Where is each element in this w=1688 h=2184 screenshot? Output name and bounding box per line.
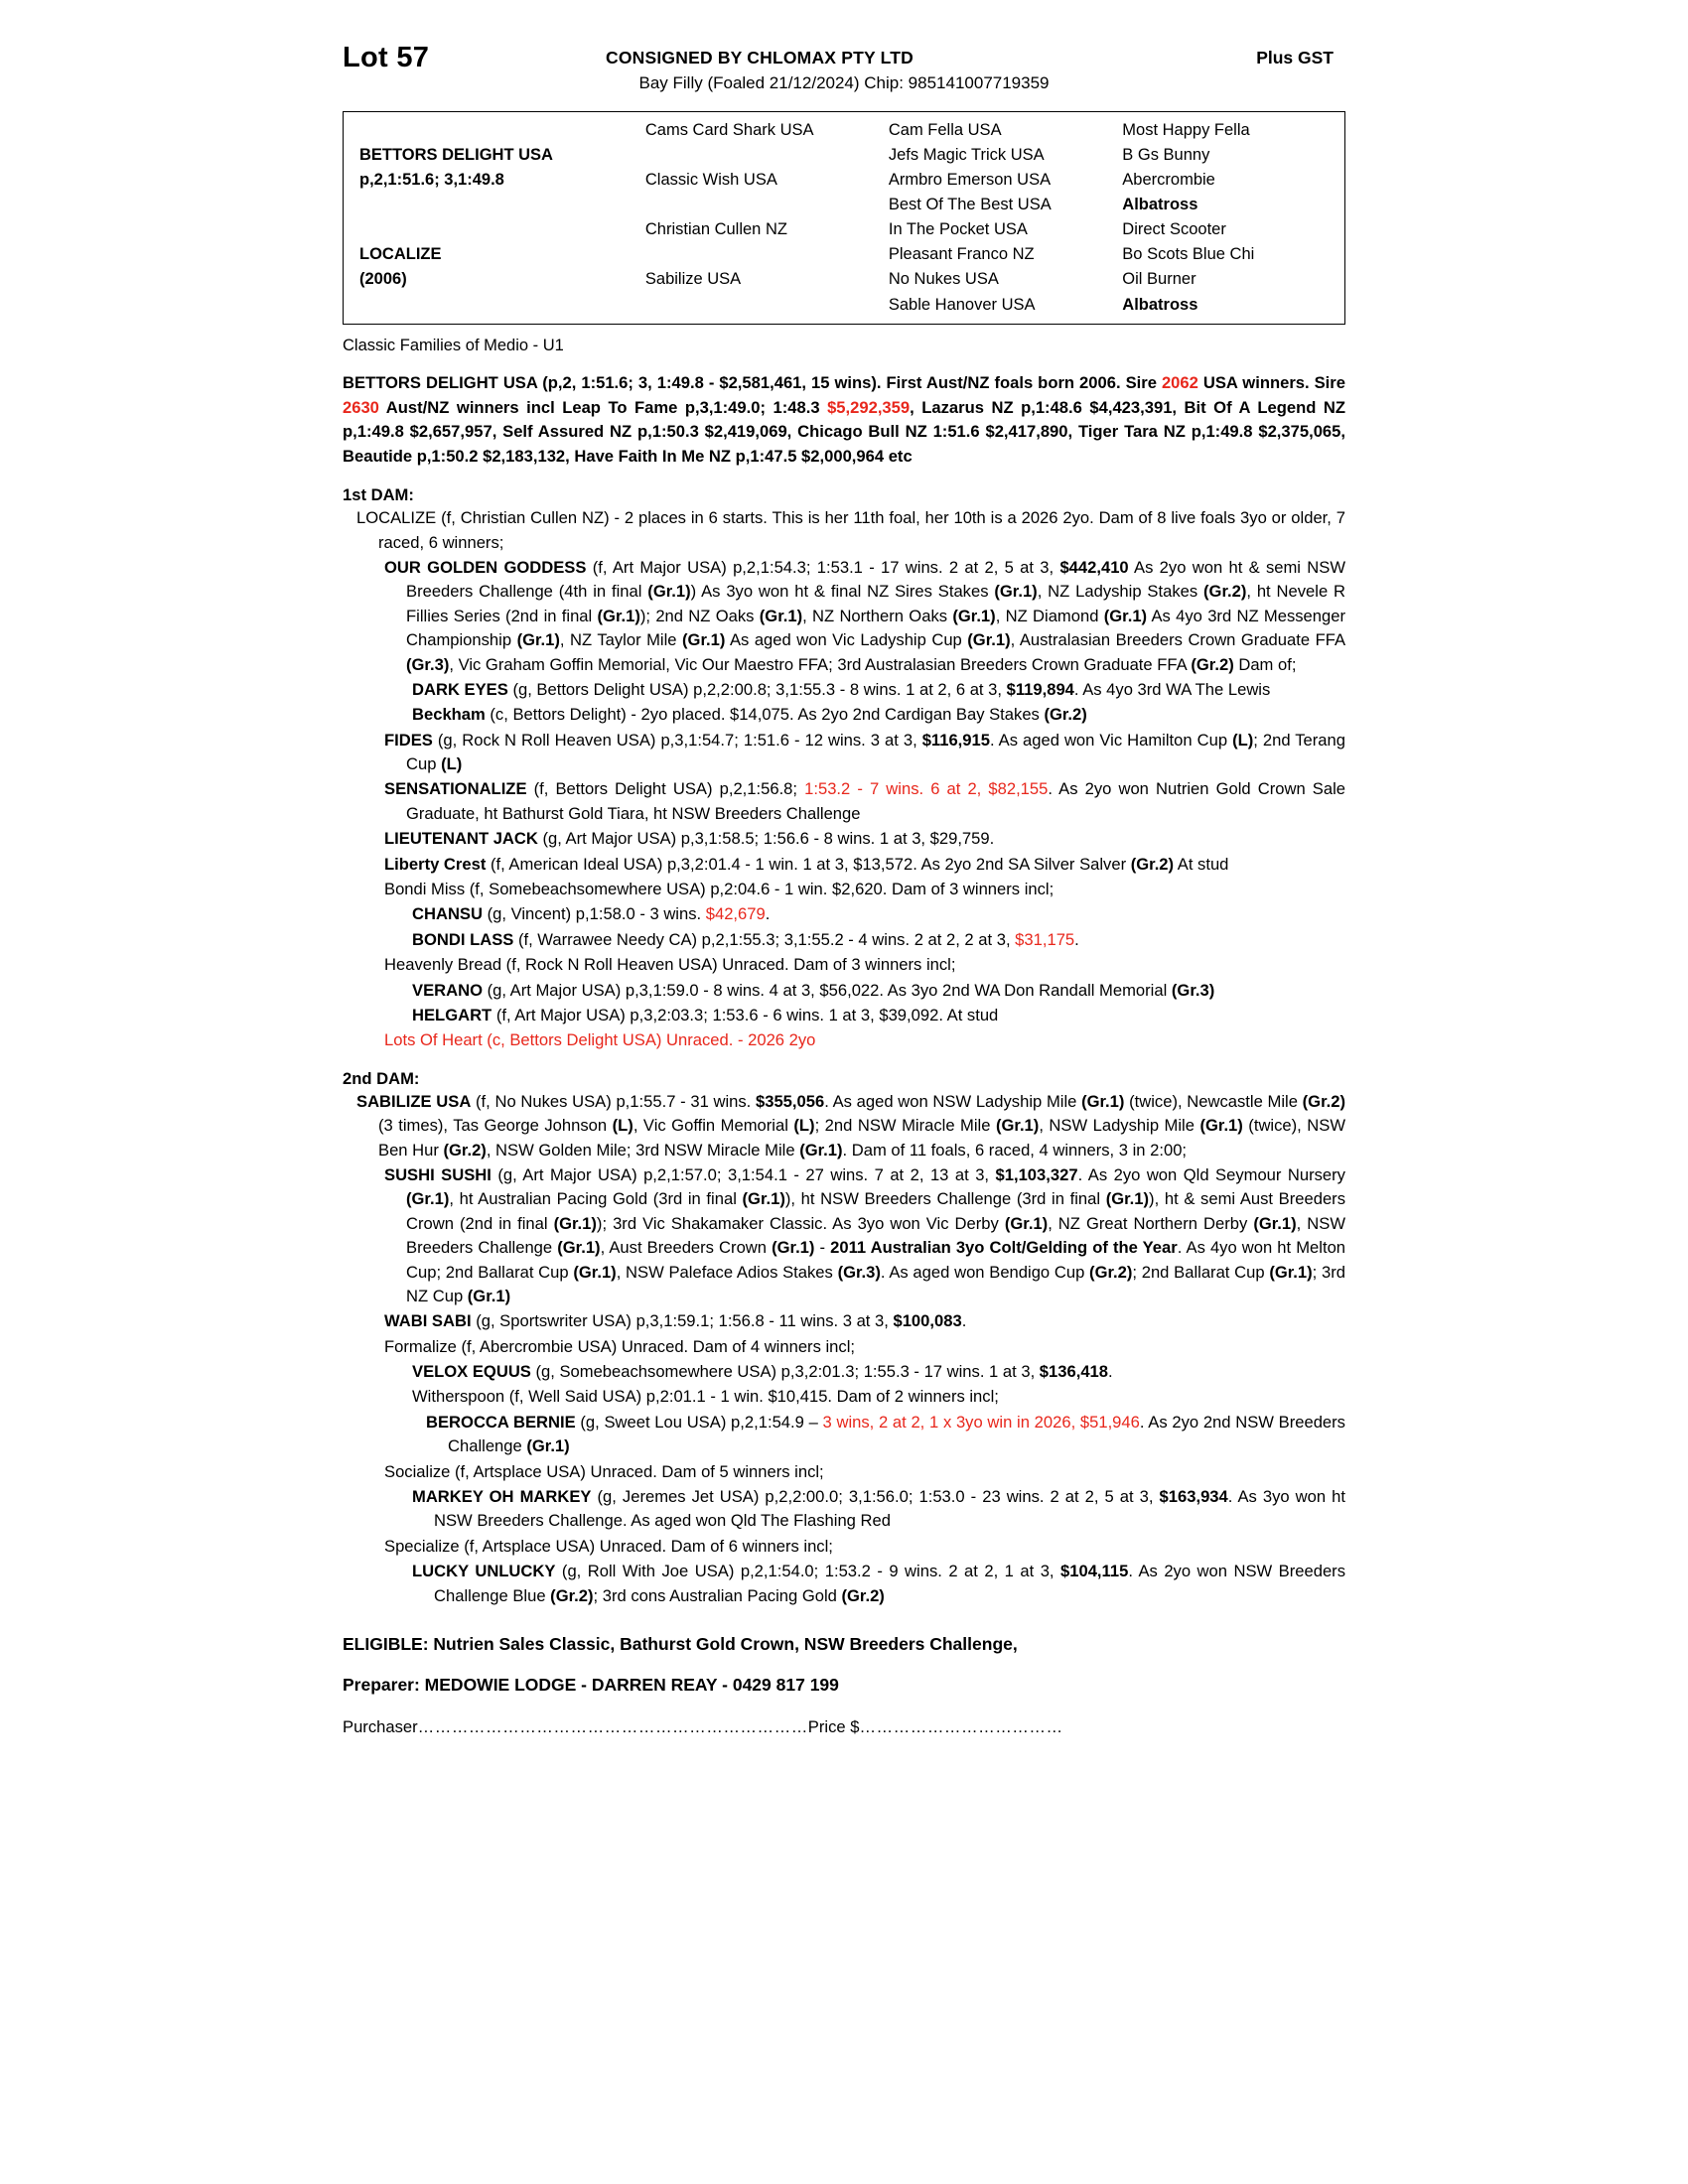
pedigree-entry: BONDI LASS (f, Warrawee Needy CA) p,2,1:55.3; 3,1:55.2 - 4 wins. 2 at 2, 2 at 3, $31,175.	[412, 929, 1079, 949]
pedigree-cell-b: Cams Card Shark USA	[644, 121, 814, 139]
pedigree-cell-a	[344, 217, 641, 242]
purchaser-line	[343, 1717, 1345, 1737]
pedigree-entry: MARKEY OH MARKEY (g, Jeremes Jet USA) p,2,2:00.0; 3,1:56.0; 1:53.0 - 23 wins. 2 at 2, 5 at 3, $163,934. As 3yo won ht NSW Breeders Challenge. As aged won Qld The Flashing Red	[412, 1487, 1345, 1531]
pedigree-row	[344, 168, 1344, 193]
pedigree-table	[344, 118, 1344, 318]
first-dam-entries	[343, 506, 1345, 1053]
pedigree-entry: HELGART (f, Art Major USA) p,3,2:03.3; 1:53.6 - 6 wins. 1 at 3, $39,092. At stud	[412, 1006, 999, 1024]
pedigree-cell-b: Christian Cullen NZ	[644, 220, 787, 239]
price-dots: ………………………………	[859, 1716, 1063, 1736]
purchaser-dots: ……………………………………………………………	[417, 1716, 808, 1736]
pedigree-cell-b	[641, 293, 885, 318]
purchaser-label: Purchaser	[343, 1716, 418, 1736]
pedigree-cell-a: LOCALIZE	[359, 245, 442, 264]
pedigree-entry: CHANSU (g, Vincent) p,1:58.0 - 3 wins. $42,679.	[412, 904, 771, 924]
pedigree-entry: Witherspoon (f, Well Said USA) p,2:01.1 - 1 win. $10,415. Dam of 2 winners incl;	[412, 1387, 999, 1407]
consignor-line: CONSIGNED BY CHLOMAX PTY LTD	[606, 48, 914, 68]
pedigree-entry: Specialize (f, Artsplace USA) Unraced. Dam of 6 winners incl;	[384, 1536, 833, 1556]
pedigree-cell-d: Bo Scots Blue Chi	[1122, 245, 1255, 264]
pedigree-entry: LOCALIZE (f, Christian Cullen NZ) - 2 places in 6 starts. This is her 11th foal, her 10th is a 2026 2yo. Dam of 8 live foals 3yo or older, 7 raced, 6 winners;	[356, 508, 1345, 552]
pedigree-cell-c: In The Pocket USA	[888, 220, 1028, 239]
pedigree-cell-a: (2006)	[359, 270, 407, 289]
pedigree-row	[344, 242, 1344, 267]
second-dam-entries	[343, 1090, 1345, 1608]
pedigree-cell-c: Armbro Emerson USA	[888, 171, 1052, 190]
pedigree-cell-d: Albatross	[1122, 196, 1198, 214]
pedigree-cell-d: Direct Scooter	[1122, 220, 1226, 239]
horse-description: Bay Filly (Foaled 21/12/2024) Chip: 985141007719359	[638, 73, 1050, 92]
pedigree-cell-b: Classic Wish USA	[644, 171, 777, 190]
pedigree-row	[344, 193, 1344, 217]
price-label: Price $	[807, 1716, 860, 1736]
classic-families-line: Classic Families of Medio - U1	[343, 336, 564, 354]
pedigree-entry: VERANO (g, Art Major USA) p,3,1:59.0 - 8 wins. 4 at 3, $56,022. As 3yo 2nd WA Don Randall Memorial (Gr.3)	[412, 980, 1215, 1000]
pedigree-cell-a: BETTORS DELIGHT USA	[359, 146, 553, 165]
pedigree-cell-b	[641, 193, 885, 217]
second-dam-heading: 2nd DAM:	[343, 1068, 420, 1088]
pedigree-cell-c: Pleasant Franco NZ	[888, 245, 1035, 264]
pedigree-cell-a	[344, 293, 641, 318]
pedigree-cell-a: p,2,1:51.6; 3,1:49.8	[359, 171, 504, 190]
sire-summary: BETTORS DELIGHT USA (p,2, 1:51.6; 3, 1:49.8 - $2,581,461, 15 wins). First Aust/NZ foals born 2006. Sire 2062 USA winners. Sire 2630 Aust/NZ winners incl Leap To Fame p,3,1:49.0; 1:48.3 $5,292,359, Lazarus NZ p,1:48.6 $4,423,391, Bit Of A Legend NZ p,1:49.8 $2,657,957, Self Assured NZ p,1:50.3 $2,419,069, Chicago Bull NZ 1:51.6 $2,417,890, Tiger Tara NZ p,1:49.8 $2,375,065, Beautide p,1:50.2 $2,183,132, Have Faith In Me NZ p,1:47.5 $2,000,964 etc	[343, 372, 1345, 467]
pedigree-row	[344, 143, 1344, 168]
pedigree-entry: SABILIZE USA (f, No Nukes USA) p,1:55.7 - 31 wins. $355,056. As aged won NSW Ladyship Mile (Gr.1) (twice), Newcastle Mile (Gr.2) (3 times), Tas George Johnson (L), Vic Goffin Memorial (L); 2nd NSW Miracle Mile (Gr.1), NSW Ladyship Mile (Gr.1) (twice), NSW Ben Hur (Gr.2), NSW Golden Mile; 3rd NSW Miracle Mile (Gr.1). Dam of 11 foals, 6 raced, 4 winners, 3 in 2:00;	[356, 1091, 1345, 1160]
pedigree-cell-a	[344, 193, 641, 217]
eligible-line: ELIGIBLE: Nutrien Sales Classic, Bathurst Gold Crown, NSW Breeders Challenge,	[343, 1633, 1018, 1654]
pedigree-entry: Bondi Miss (f, Somebeachsomewhere USA) p,2:04.6 - 1 win. $2,620. Dam of 3 winners incl;	[384, 880, 1055, 899]
pedigree-box	[343, 111, 1345, 325]
pedigree-entry: Formalize (f, Abercrombie USA) Unraced. Dam of 4 winners incl;	[384, 1336, 855, 1356]
pedigree-cell-d: Abercrombie	[1122, 171, 1215, 190]
pedigree-entry: Socialize (f, Artsplace USA) Unraced. Dam of 5 winners incl;	[384, 1461, 824, 1481]
pedigree-cell-b: Sabilize USA	[644, 270, 742, 289]
pedigree-cell-b	[641, 143, 885, 168]
pedigree-entry: DARK EYES (g, Bettors Delight USA) p,2,2:00.8; 3,1:55.3 - 8 wins. 1 at 2, 6 at 3, $119,894. As 4yo 3rd WA The Lewis	[412, 679, 1271, 699]
pedigree-cell-c: Sable Hanover USA	[888, 295, 1036, 314]
pedigree-entry: BEROCCA BERNIE (g, Sweet Lou USA) p,2,1:54.9 – 3 wins, 2 at 2, 1 x 3yo win in 2026, $51,946. As 2yo 2nd NSW Breeders Challenge (Gr.1)	[426, 1412, 1345, 1456]
pedigree-cell-c: Cam Fella USA	[888, 121, 1002, 139]
pedigree-row	[344, 217, 1344, 242]
pedigree-cell-c: Best Of The Best USA	[888, 196, 1052, 214]
pedigree-entry: SENSATIONALIZE (f, Bettors Delight USA) p,2,1:56.8; 1:53.2 - 7 wins. 6 at 2, $82,155. As 2yo won Nutrien Gold Crown Sale Graduate, ht Bathurst Gold Tiara, ht NSW Breeders Challenge	[384, 779, 1345, 823]
pedigree-entry: SUSHI SUSHI (g, Art Major USA) p,2,1:57.0; 3,1:54.1 - 27 wins. 7 at 2, 13 at 3, $1,103,327. As 2yo won Qld Seymour Nursery (Gr.1), ht Australian Pacing Gold (3rd in final (Gr.1)), ht NSW Breeders Challenge (3rd in final (Gr.1)), ht & semi Aust Breeders Crown (2nd in final (Gr.1)); 3rd Vic Shakamaker Classic. As 3yo won Vic Derby (Gr.1), NZ Great Northern Derby (Gr.1), NSW Breeders Challenge (Gr.1), Aust Breeders Crown (Gr.1) - 2011 Australian 3yo Colt/Gelding of the Year. As 4yo won ht Melton Cup; 2nd Ballarat Cup (Gr.1), NSW Paleface Adios Stakes (Gr.3). As aged won Bendigo Cup (Gr.2); 2nd Ballarat Cup (Gr.1); 3rd NZ Cup (Gr.1)	[384, 1164, 1346, 1305]
pedigree-cell-d: Oil Burner	[1122, 270, 1196, 289]
page-header	[343, 42, 1345, 107]
pedigree-entry: Beckham (c, Bettors Delight) - 2yo placed. $14,075. As 2yo 2nd Cardigan Bay Stakes (Gr.2)	[412, 705, 1087, 725]
lot-number: Lot 57	[343, 42, 430, 73]
first-dam-heading: 1st DAM:	[343, 485, 414, 505]
pedigree-entry: VELOX EQUUS (g, Somebeachsomewhere USA) p,3,2:01.3; 1:55.3 - 17 wins. 1 at 3, $136,418.	[412, 1362, 1113, 1382]
pedigree-entry: Lots Of Heart (c, Bettors Delight USA) Unraced. - 2026 2yo	[384, 1030, 816, 1050]
pedigree-entry: Liberty Crest (f, American Ideal USA) p,3,2:01.4 - 1 win. 1 at 3, $13,572. As 2yo 2nd SA Silver Salver (Gr.2) At stud	[384, 854, 1229, 874]
pedigree-entry: WABI SABI (g, Sportswriter USA) p,3,1:59.1; 1:56.8 - 11 wins. 3 at 3, $100,083.	[384, 1311, 967, 1331]
pedigree-row	[344, 267, 1344, 292]
pedigree-cell-c: Jefs Magic Trick USA	[888, 146, 1045, 165]
pedigree-entry: FIDES (g, Rock N Roll Heaven USA) p,3,1:54.7; 1:51.6 - 12 wins. 3 at 3, $116,915. As aged won Vic Hamilton Cup (L); 2nd Terang Cup (L)	[384, 730, 1345, 774]
pedigree-entry: LUCKY UNLUCKY (g, Roll With Joe USA) p,2,1:54.0; 1:53.2 - 9 wins. 2 at 2, 1 at 3, $104,115. As 2yo won NSW Breeders Challenge Blue (Gr.2); 3rd cons Australian Pacing Gold (Gr.2)	[412, 1562, 1345, 1605]
pedigree-entry: Heavenly Bread (f, Rock N Roll Heaven USA) Unraced. Dam of 3 winners incl;	[384, 955, 956, 975]
pedigree-entry: OUR GOLDEN GODDESS (f, Art Major USA) p,2,1:54.3; 1:53.1 - 17 wins. 2 at 2, 5 at 3, $442,410 As 2yo won ht & semi NSW Breeders Challenge (4th in final (Gr.1)) As 3yo won ht & final NZ Sires Stakes (Gr.1), NZ Ladyship Stakes (Gr.2), ht Nevele R Fillies Series (2nd in final (Gr.1)); 2nd NZ Oaks (Gr.1), NZ Northern Oaks (Gr.1), NZ Diamond (Gr.1) As 4yo 3rd NZ Messenger Championship (Gr.1), NZ Taylor Mile (Gr.1) As aged won Vic Ladyship Cup (Gr.1), Australasian Breeders Crown Graduate FFA (Gr.3), Vic Graham Goffin Memorial, Vic Our Maestro FFA; 3rd Australasian Breeders Crown Graduate FFA (Gr.2) Dam of;	[384, 557, 1346, 674]
pedigree-cell-d: Albatross	[1122, 295, 1198, 314]
preparer-line: Preparer: MEDOWIE LODGE - DARREN REAY - 0429 817 199	[343, 1674, 839, 1695]
pedigree-row	[344, 293, 1344, 318]
pedigree-cell-d: Most Happy Fella	[1122, 121, 1250, 139]
pedigree-cell-a	[344, 118, 641, 143]
pedigree-cell-d: B Gs Bunny	[1122, 146, 1210, 165]
catalogue-sheet	[343, 42, 1345, 1737]
plus-gst-label: Plus GST	[1256, 48, 1334, 68]
pedigree-row	[344, 118, 1344, 143]
pedigree-cell-b	[641, 242, 885, 267]
pedigree-entry: LIEUTENANT JACK (g, Art Major USA) p,3,1:58.5; 1:56.6 - 8 wins. 1 at 3, $29,759.	[384, 829, 995, 849]
pedigree-cell-c: No Nukes USA	[888, 270, 999, 289]
